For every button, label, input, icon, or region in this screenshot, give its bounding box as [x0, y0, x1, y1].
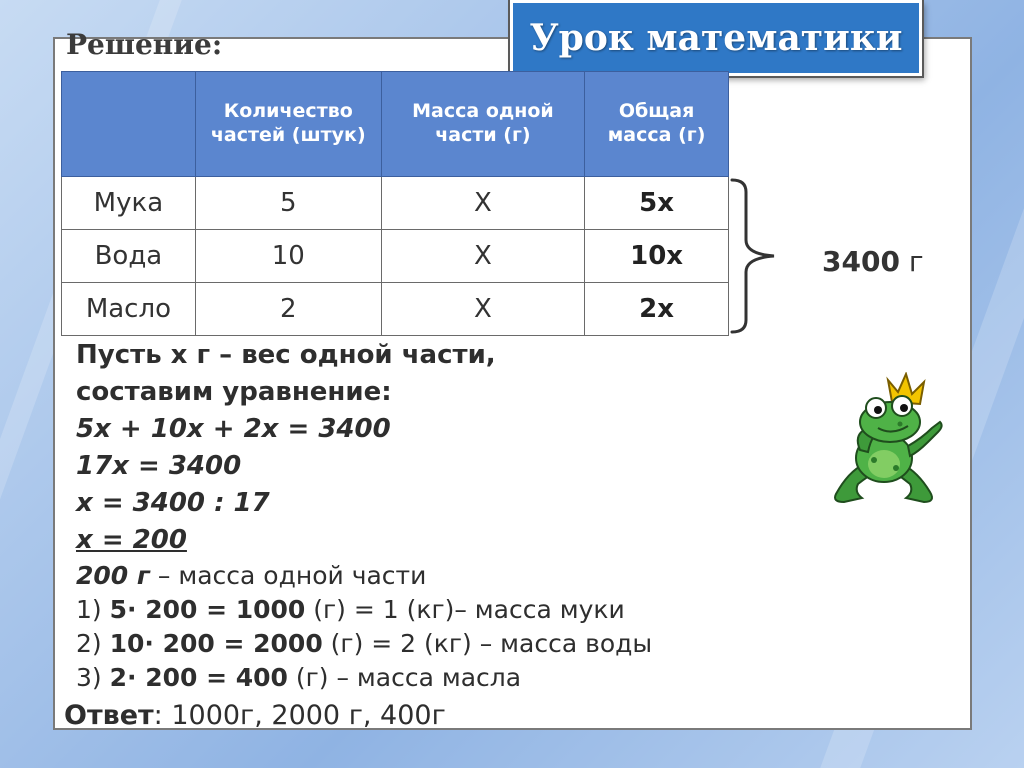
solution-block	[76, 337, 776, 695]
ingredients-table	[61, 71, 729, 336]
table-row	[62, 283, 729, 336]
part-mass: X	[381, 177, 585, 230]
column-header: Масса одной части (г)	[381, 72, 585, 177]
title-banner	[510, 0, 922, 76]
part-mass-line: 200 г – масса одной части	[76, 561, 427, 590]
solution-intro: Пусть х г – вес одной части,	[76, 340, 496, 370]
calculation-step: 3) 2· 200 = 400 (г) – масса масла	[76, 663, 522, 692]
ingredient-name: Масло	[62, 283, 196, 336]
column-header	[62, 72, 196, 177]
equation-result: х = 200	[76, 525, 187, 555]
column-header: Количество частей (штук)	[195, 72, 381, 177]
total-mass: 5x	[585, 177, 729, 230]
answer-label: Ответ	[64, 700, 154, 731]
equation-line: 5х + 10х + 2х = 3400	[76, 414, 391, 444]
parts-count: 2	[195, 283, 381, 336]
equation-line: 17х = 3400	[76, 451, 242, 481]
parts-count: 10	[195, 230, 381, 283]
frog-princess-icon	[818, 372, 958, 512]
total-mass-unit: г	[908, 245, 924, 278]
total-mass: 2x	[585, 283, 729, 336]
calculation-step: 2) 10· 200 = 2000 (г) = 2 (кг) – масса воды	[76, 629, 653, 658]
total-mass: 10x	[585, 230, 729, 283]
part-mass: X	[381, 230, 585, 283]
table-header-row	[62, 72, 729, 177]
ingredient-name: Мука	[62, 177, 196, 230]
curly-brace-icon	[728, 178, 780, 334]
part-mass: X	[381, 283, 585, 336]
slide-title: Урок математики	[529, 17, 903, 59]
answer-text: : 1000г, 2000 г, 400г	[153, 700, 446, 731]
solution-heading: Решение:	[66, 28, 223, 61]
calculation-step: 1) 5· 200 = 1000 (г) = 1 (кг)– масса муки	[76, 595, 625, 624]
parts-count: 5	[195, 177, 381, 230]
column-header: Общая масса (г)	[585, 72, 729, 177]
ingredient-name: Вода	[62, 230, 196, 283]
answer-line	[64, 700, 446, 731]
equation-line: х = 3400 : 17	[76, 488, 270, 518]
total-mass-value: 3400	[822, 245, 900, 278]
total-mass-label	[822, 245, 924, 278]
table-row	[62, 177, 729, 230]
table-row	[62, 230, 729, 283]
solution-intro: составим уравнение:	[76, 377, 392, 407]
